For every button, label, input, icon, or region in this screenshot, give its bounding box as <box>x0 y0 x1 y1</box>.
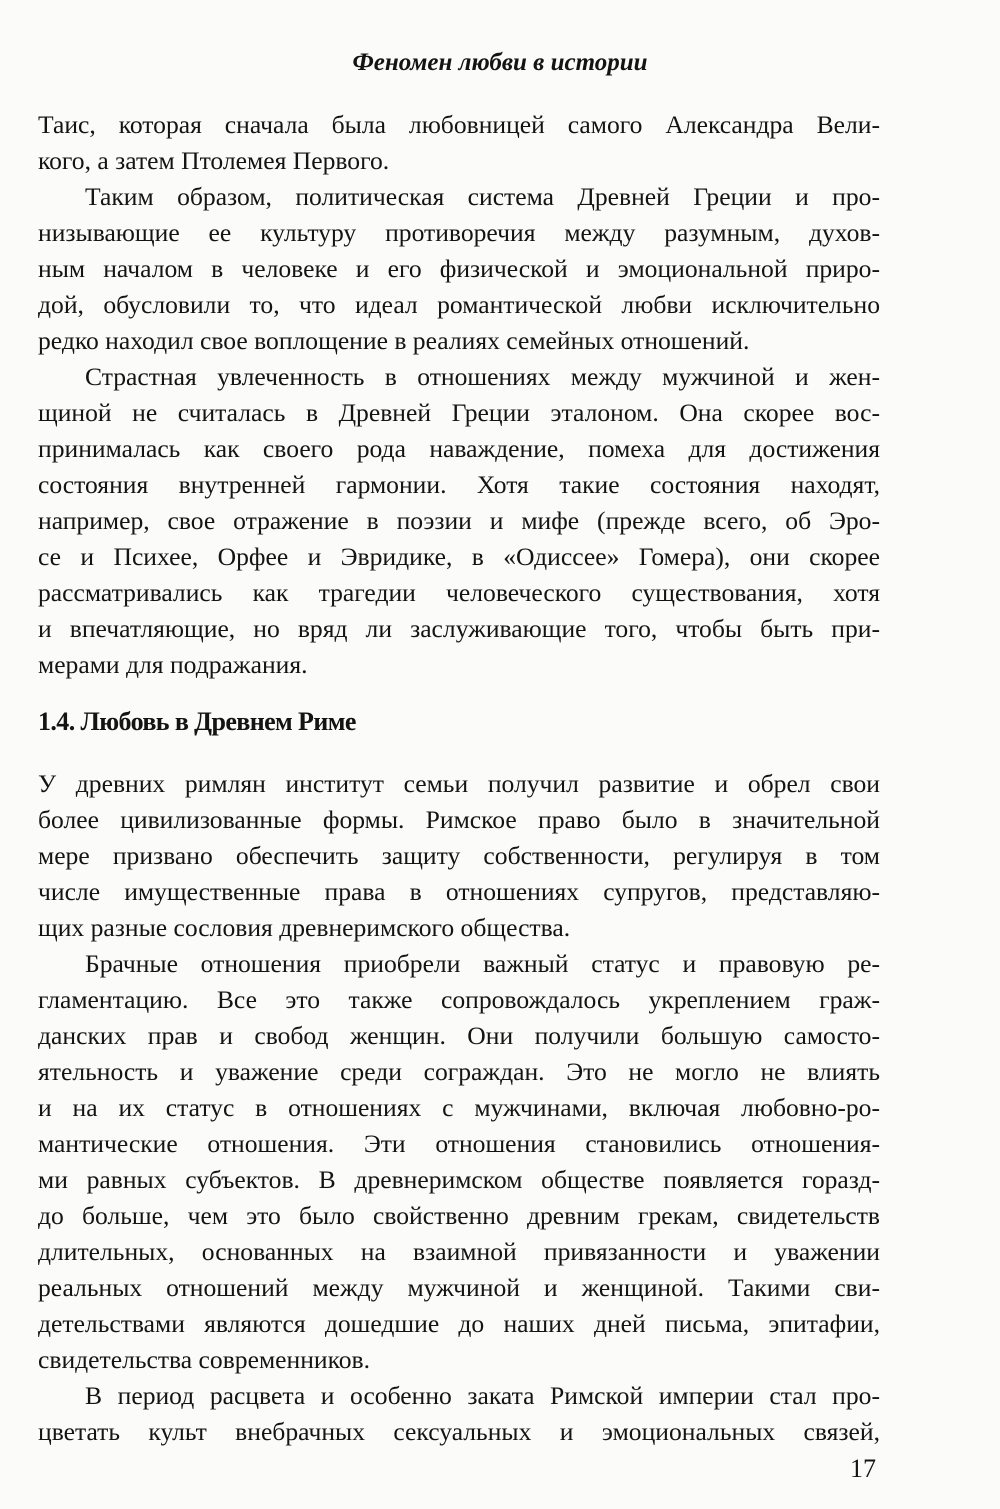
page-number: 17 <box>850 1454 876 1483</box>
text-line: се и Психее, Орфее и Эвридике, в «Одиссее» Гомера), они скорее <box>38 542 880 571</box>
section-heading: 1.4. Любовь в Древнем Риме <box>38 707 356 736</box>
text-line: и на их статус в отношениях с мужчинами, включая любовно-ро- <box>38 1093 880 1122</box>
text-line: Таким образом, политическая система Древней Греции и про- <box>85 182 880 211</box>
text-line: более цивилизованные формы. Римское право было в значительной <box>38 805 880 834</box>
text-line: ятельность и уважение среди сограждан. Это не могло не влиять <box>38 1057 880 1086</box>
text-line: кого, а затем Птолемея Первого. <box>38 146 390 175</box>
running-head: Феномен любви в истории <box>352 49 648 76</box>
text-line: цветать культ внебрачных сексуальных и эмоциональных связей, <box>38 1417 880 1446</box>
text-line: дой, обусловили то, что идеал романтической любви исключительно <box>38 290 880 319</box>
text-line: числе имущественные права в отношениях супругов, представляю- <box>38 877 880 906</box>
text-line: данских прав и свобод женщин. Они получили большую самосто- <box>38 1021 880 1050</box>
text-line: В период расцвета и особенно заката Римской империи стал про- <box>85 1381 880 1410</box>
text-line: например, свое отражение в поэзии и мифе (прежде всего, об Эро- <box>38 506 880 535</box>
text-line: ми равных субъектов. В древнеримском обществе появляется горазд- <box>38 1165 880 1194</box>
text-line: Таис, которая сначала была любовницей самого Александра Вели- <box>38 110 880 139</box>
text-line: длительных, основанных на взаимной привязанности и уважении <box>38 1237 880 1266</box>
text-line: Страстная увлеченность в отношениях между мужчиной и жен- <box>85 362 880 391</box>
text-line: Брачные отношения приобрели важный статус и правовую ре- <box>85 949 880 978</box>
text-line: принималась как своего рода наваждение, помеха для достижения <box>38 434 880 463</box>
text-line: низывающие ее культуру противоречия между разумным, духов- <box>38 218 880 247</box>
text-line: щих разные сословия древнеримского общества. <box>38 913 571 942</box>
text-line: рассматривались как трагедии человеческого существования, хотя <box>38 578 880 607</box>
text-line: ным началом в человеке и его физической и эмоциональной приро- <box>38 254 880 283</box>
text-line: состояния внутренней гармонии. Хотя такие состояния находят, <box>38 470 880 499</box>
text-line: мерами для подражания. <box>38 650 308 679</box>
text-line: мантические отношения. Эти отношения становились отношения- <box>38 1129 880 1158</box>
text-line: и впечатляющие, но вряд ли заслуживающие того, чтобы быть при- <box>38 614 880 643</box>
text-line: реальных отношений между мужчиной и женщиной. Такими сви- <box>38 1273 880 1302</box>
text-line: гламентацию. Все это также сопровождалось укреплением граж- <box>38 985 880 1014</box>
text-line: до больше, чем это было свойственно древним грекам, свидетельств <box>38 1201 880 1230</box>
text-line: щиной не считалась в Древней Греции эталоном. Она скорее вос- <box>38 398 880 427</box>
text-line: У древних римлян институт семьи получил развитие и обрел свои <box>38 769 880 798</box>
text-line: мере призвано обеспечить защиту собственности, регулируя в том <box>38 841 880 870</box>
text-line: свидетельства современников. <box>38 1345 371 1374</box>
text-line: детельствами являются дошедшие до наших дней письма, эпитафии, <box>38 1309 880 1338</box>
text-line: редко находил свое воплощение в реалиях семейных отношений. <box>38 326 750 355</box>
